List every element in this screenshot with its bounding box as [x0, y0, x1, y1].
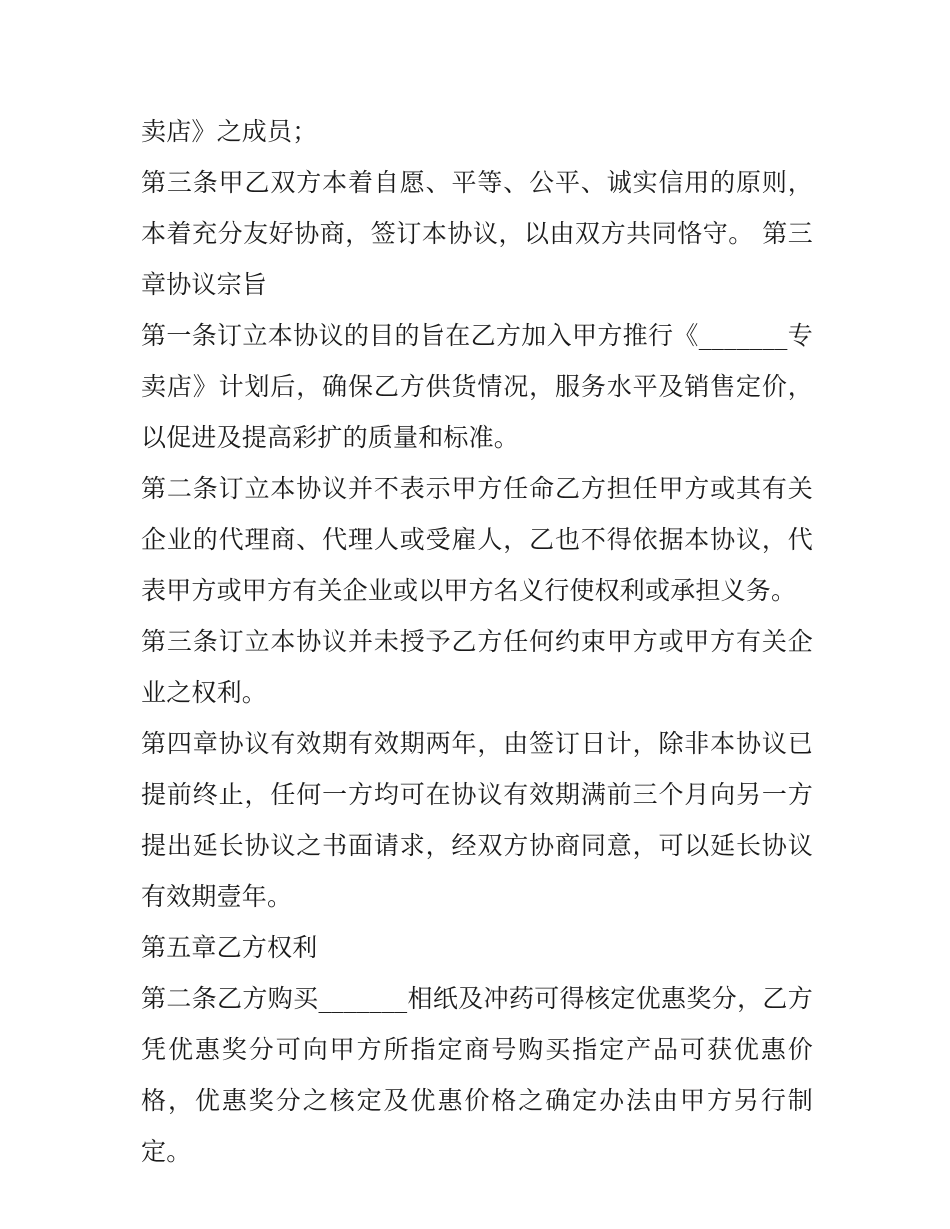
document-body	[141, 106, 813, 1177]
paragraph-purpose-article-2: 第二条订立本协议并不表示甲方任命乙方担任甲方或其有关企业的代理商、代理人或受雇人，乙也不得依据本协议，代表甲方或甲方有关企业或以甲方名义行使权利或承担义务。	[141, 474, 813, 605]
paragraph-purpose-article-3: 第三条订立本协议并未授予乙方任何约束甲方或甲方有关企业之权利。	[141, 627, 813, 707]
paragraph-purpose-article-1: 第一条订立本协议的目的旨在乙方加入甲方推行《_______专卖店》计划后，确保乙方供货情况，服务水平及销售定价，以促进及提高彩扩的质量和标准。	[141, 321, 813, 452]
paragraph-article-3-principles: 第三条甲乙双方本着自愿、平等、公平、诚实信用的原则，本着充分友好协商，签订本协议，以由双方共同恪守。 第三章协议宗旨	[141, 168, 813, 299]
chapter-heading-party-b-rights: 第五章乙方权利	[141, 933, 318, 962]
paragraph-continuation: 卖店》之成员；	[141, 117, 318, 146]
paragraph-validity-period: 第四章协议有效期有效期两年，由签订日计，除非本协议已提前终止，任何一方均可在协议有效期满前三个月向另一方提出延长协议之书面请求，经双方协商同意，可以延长协议有效期壹年。	[141, 729, 813, 911]
paragraph-rights-article-2: 第二条乙方购买_______相纸及冲药可得核定优惠奖分，乙方凭优惠奖分可向甲方所指定商号购买指定产品可获优惠价格，优惠奖分之核定及优惠价格之确定办法由甲方另行制定。	[141, 984, 813, 1166]
